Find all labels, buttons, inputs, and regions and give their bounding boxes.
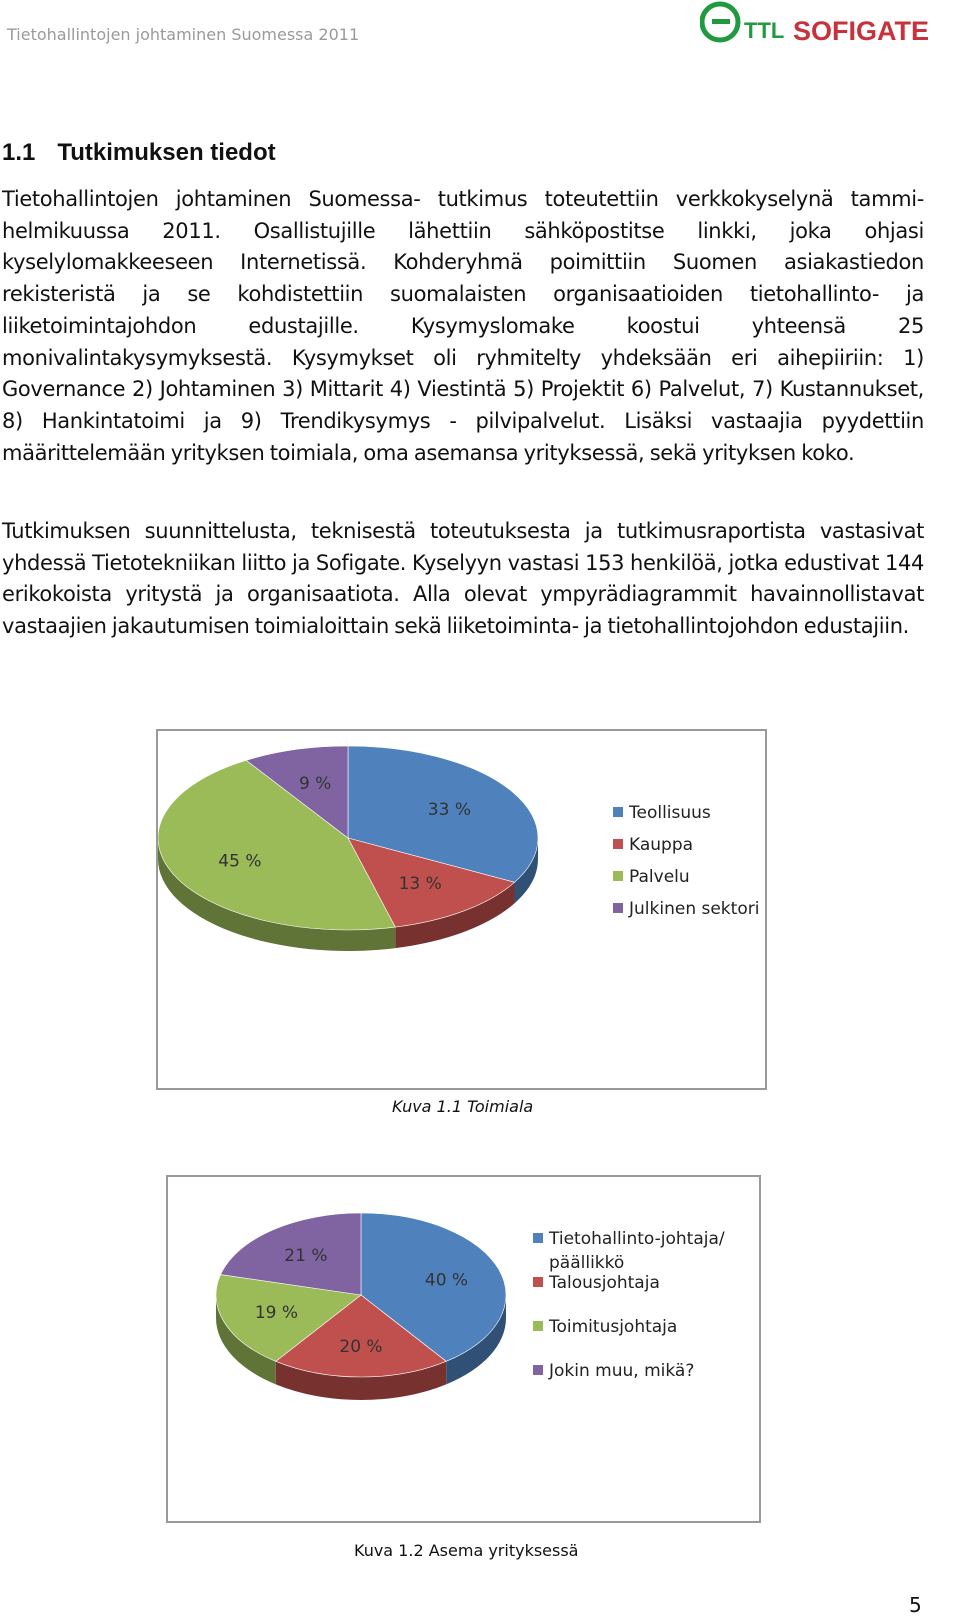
- legend-label-1: Talousjohtaja: [549, 1273, 660, 1293]
- ttl-logo-text: TTL: [744, 18, 785, 43]
- pie-label-0: 33 %: [427, 799, 471, 820]
- pie-label-3: 9 %: [298, 774, 332, 795]
- legend-label-2: Palvelu: [629, 867, 690, 887]
- legend-label-0: Tietohallinto-johtaja/: [549, 1229, 725, 1249]
- legend-label-3: Jokin muu, mikä?: [549, 1361, 695, 1381]
- legend-label-3: Julkinen sektori: [629, 899, 760, 919]
- logos: [700, 0, 960, 55]
- pie-chart-asema: [168, 1177, 759, 1521]
- paragraph-1: Tietohallintojen johtaminen Suomessa- tutkimus toteutettiin verkkokyselynä tammi-helmikuussa 2011. Osallistujille lähettiin sähköpostitse linkki, joka ohjasi kyselylomakkeeseen Internetissä. Kohderyhmä poimittiin Suomen asiakastiedon rekisteristä ja se kohdistettiin suomalaisten organisaatioiden tietohallinto- ja liiketoimintajohdon edustajille. Kysymyslomake koostui yhteensä 25 monivalintakysymyksestä. Kysymykset oli ryhmitelty yhdeksään eri aihepiiriin: 1) Governance 2) Johtaminen 3) Mittarit 4) Viestintä 5) Projektit 6) Palvelut, 7) Kustannukset, 8) Hankintatoimi ja 9) Trendikysymys - pilvipalvelut. Lisäksi vastaajia pyydettiin määrittelemään yrityksen toimiala, oma asemansa yrityksessä, sekä yrityksen koko.: [2, 187, 924, 465]
- figure-asema: [166, 1175, 761, 1523]
- legend-swatch-1: [613, 839, 623, 849]
- pie-chart-toimiala: [158, 731, 765, 1088]
- caption-figure-2: Kuva 1.2 Asema yrityksessä: [354, 1541, 579, 1560]
- legend-label-0-1: päällikkö: [549, 1253, 625, 1273]
- section-number: 1.1: [2, 139, 36, 166]
- legend-swatch-3: [613, 903, 623, 913]
- legend-label-2: Toimitusjohtaja: [549, 1317, 678, 1337]
- caption-figure-1: Kuva 1.1 Toimiala: [392, 1097, 534, 1116]
- legend-swatch-3: [533, 1365, 543, 1375]
- legend-swatch-0: [533, 1233, 543, 1243]
- legend-swatch-2: [613, 871, 623, 881]
- legend-label-0: Teollisuus: [629, 803, 711, 823]
- pie-label-3: 21 %: [284, 1245, 328, 1266]
- figure-toimiala: [156, 729, 767, 1090]
- running-header: Tietohallintojen johtaminen Suomessa 2011: [7, 25, 360, 44]
- pie-label-2: 19 %: [254, 1303, 299, 1324]
- pie-label-1: 13 %: [398, 874, 442, 895]
- pie-label-1: 20 %: [339, 1336, 383, 1357]
- sofigate-logo-text: SOFIGATE: [793, 16, 930, 46]
- ttl-logo-icon: [702, 4, 738, 40]
- legend-label-1: Kauppa: [629, 835, 694, 855]
- legend-swatch-0: [613, 807, 623, 817]
- page-number: 5: [909, 1593, 922, 1617]
- legend-swatch-2: [533, 1321, 543, 1331]
- pie-label-2: 45 %: [218, 851, 262, 872]
- section-title: Tutkimuksen tiedot: [57, 139, 276, 166]
- legend-swatch-1: [533, 1277, 543, 1287]
- pie-label-0: 40 %: [424, 1270, 469, 1291]
- paragraph-2: Tutkimuksen suunnittelusta, teknisestä toteutuksesta ja tutkimusraportista vastasivat yhdessä Tietotekniikan liitto ja Sofigate. Kyselyyn vastasi 153 henkilöä, jotka edustivat 144 erikokoista yritystä ja organisaatiota. Alla olevat ympyrädiagrammit havainnollistavat vastaajien jakautumisen toimialoittain sekä liiketoiminta- ja tietohallintojohdon edustajiin.: [2, 519, 924, 639]
- section-heading: [2, 139, 276, 167]
